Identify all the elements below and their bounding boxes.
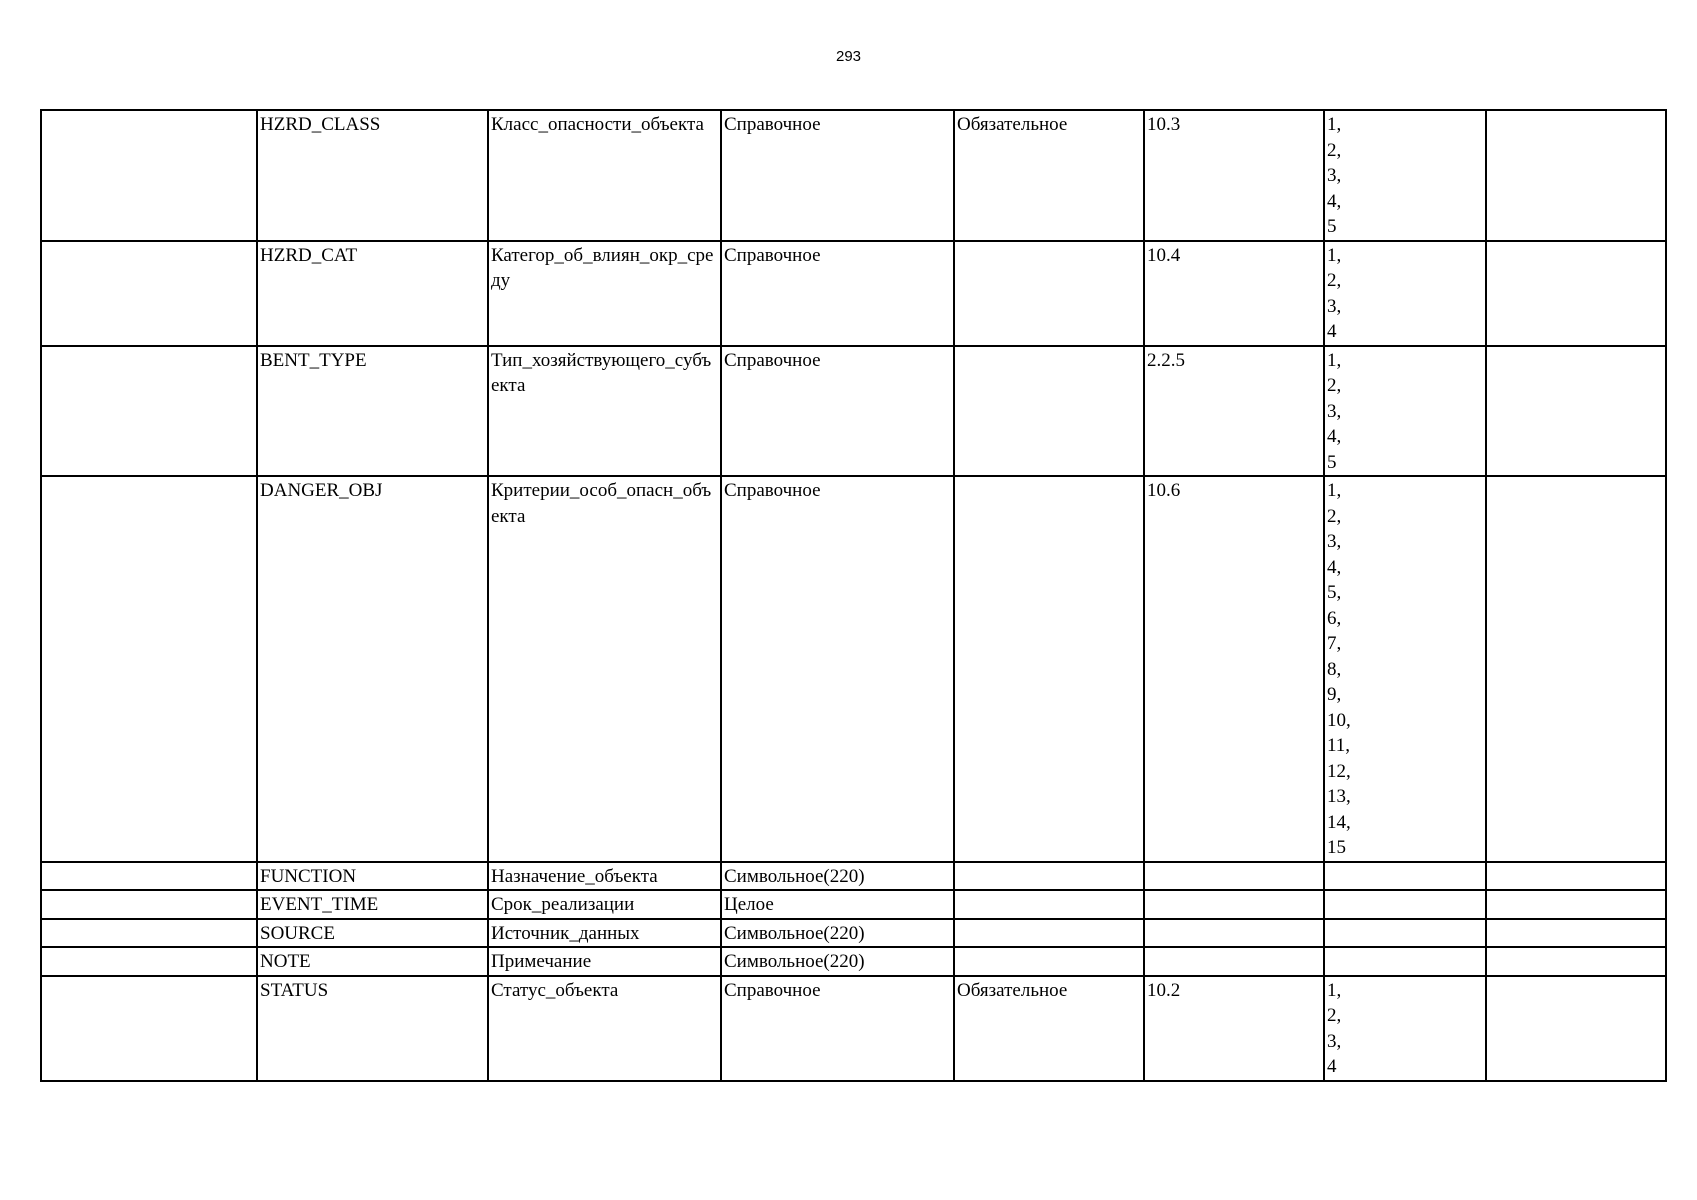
- table-row: [41, 947, 1666, 976]
- field-values-cell: [1324, 110, 1486, 241]
- value-item: 5,: [1327, 582, 1342, 603]
- value-item: 3,: [1327, 400, 1342, 422]
- empty-cell: [1486, 862, 1666, 891]
- value-item: 10,: [1327, 709, 1351, 731]
- field-required-cell: Обязательное: [954, 976, 1144, 1081]
- field-name-cell: Класс_опасности_объекта: [488, 110, 721, 241]
- field-required-cell: Обязательное: [954, 110, 1144, 241]
- field-required-cell: [954, 862, 1144, 891]
- value-item: 13,: [1327, 786, 1351, 807]
- page-number: 293: [835, 48, 862, 65]
- table-row: [41, 890, 1666, 919]
- empty-cell: [41, 919, 257, 948]
- value-item: 15: [1327, 837, 1346, 858]
- field-name-cell: Назначение_объекта: [488, 862, 721, 891]
- value-item: 2,: [1327, 1005, 1342, 1026]
- field-required-cell: [954, 241, 1144, 346]
- table-body: [41, 110, 1666, 1081]
- field-type-cell: Целое: [721, 890, 954, 919]
- table-row: [41, 976, 1666, 1081]
- value-item: 2,: [1327, 505, 1342, 527]
- field-values-cell: [1324, 947, 1486, 976]
- field-name-cell: Примечание: [488, 947, 721, 976]
- field-code-cell: DANGER_OBJ: [257, 476, 488, 862]
- field-ref-cell: [1144, 919, 1324, 948]
- field-values-cell: [1324, 862, 1486, 891]
- value-item: 12,: [1327, 760, 1351, 782]
- field-code-cell: SOURCE: [257, 919, 488, 948]
- field-values-cell: [1324, 890, 1486, 919]
- field-values-cell: [1324, 919, 1486, 948]
- value-item: 1,: [1327, 480, 1342, 501]
- field-required-cell: [954, 476, 1144, 862]
- field-name-cell: Срок_реализации: [488, 890, 721, 919]
- field-ref-cell: 10.2: [1144, 976, 1324, 1081]
- field-values-cell: [1324, 241, 1486, 346]
- value-item: 4,: [1327, 556, 1342, 578]
- field-ref-cell: 2.2.5: [1144, 346, 1324, 477]
- field-name-cell: Критерии_особ_опасн_объекта: [488, 476, 721, 862]
- field-ref-cell: 10.3: [1144, 110, 1324, 241]
- field-required-cell: [954, 947, 1144, 976]
- empty-cell: [1486, 346, 1666, 477]
- empty-cell: [1486, 890, 1666, 919]
- field-type-cell: Справочное: [721, 976, 954, 1081]
- field-code-cell: EVENT_TIME: [257, 890, 488, 919]
- field-type-cell: Справочное: [721, 346, 954, 477]
- value-item: 3,: [1327, 295, 1342, 317]
- value-item: 2,: [1327, 139, 1342, 161]
- field-type-cell: Символьное(220): [721, 947, 954, 976]
- empty-cell: [41, 110, 257, 241]
- value-item: 1,: [1327, 244, 1342, 266]
- value-item: 2,: [1327, 375, 1342, 396]
- value-item: 11,: [1327, 735, 1351, 756]
- empty-cell: [41, 476, 257, 862]
- value-item: 5: [1327, 451, 1337, 473]
- field-required-cell: [954, 890, 1144, 919]
- value-item: 1,: [1327, 349, 1342, 371]
- empty-cell: [1486, 476, 1666, 862]
- field-code-cell: HZRD_CAT: [257, 241, 488, 346]
- field-code-cell: FUNCTION: [257, 862, 488, 891]
- field-code-cell: BENT_TYPE: [257, 346, 488, 477]
- field-ref-cell: 10.6: [1144, 476, 1324, 862]
- field-code-cell: STATUS: [257, 976, 488, 1081]
- table-row: [41, 476, 1666, 862]
- value-item: 3,: [1327, 1030, 1342, 1052]
- attribute-table: [40, 109, 1667, 1082]
- field-type-cell: Справочное: [721, 241, 954, 346]
- empty-cell: [41, 346, 257, 477]
- field-ref-cell: [1144, 890, 1324, 919]
- field-name-cell: Статус_объекта: [488, 976, 721, 1081]
- value-item: 4,: [1327, 426, 1342, 447]
- table-row: [41, 919, 1666, 948]
- field-values-cell: [1324, 476, 1486, 862]
- table-row: [41, 110, 1666, 241]
- field-values-cell: [1324, 976, 1486, 1081]
- value-item: 4,: [1327, 190, 1342, 212]
- empty-cell: [41, 947, 257, 976]
- field-ref-cell: [1144, 947, 1324, 976]
- empty-cell: [1486, 947, 1666, 976]
- field-required-cell: [954, 346, 1144, 477]
- value-item: 6,: [1327, 607, 1342, 629]
- value-item: 4: [1327, 321, 1337, 342]
- value-item: 1,: [1327, 979, 1342, 1001]
- field-type-cell: Справочное: [721, 476, 954, 862]
- value-item: 9,: [1327, 684, 1342, 705]
- empty-cell: [41, 976, 257, 1081]
- field-type-cell: Справочное: [721, 110, 954, 241]
- field-code-cell: HZRD_CLASS: [257, 110, 488, 241]
- field-ref-cell: 10.4: [1144, 241, 1324, 346]
- field-ref-cell: [1144, 862, 1324, 891]
- table-row: [41, 346, 1666, 477]
- field-code-cell: NOTE: [257, 947, 488, 976]
- field-name-cell: Категор_об_влиян_окр_среду: [488, 241, 721, 346]
- field-name-cell: Источник_данных: [488, 919, 721, 948]
- value-item: 7,: [1327, 633, 1342, 654]
- value-item: 3,: [1327, 165, 1342, 186]
- table-row: [41, 241, 1666, 346]
- field-name-cell: Тип_хозяйствующего_субъекта: [488, 346, 721, 477]
- value-item: 3,: [1327, 531, 1342, 552]
- value-item: 4: [1327, 1056, 1337, 1077]
- empty-cell: [41, 862, 257, 891]
- field-values-cell: [1324, 346, 1486, 477]
- empty-cell: [41, 890, 257, 919]
- value-item: 8,: [1327, 658, 1342, 680]
- value-item: 1,: [1327, 114, 1342, 135]
- empty-cell: [1486, 919, 1666, 948]
- value-item: 5: [1327, 216, 1337, 237]
- value-item: 2,: [1327, 270, 1342, 291]
- empty-cell: [1486, 976, 1666, 1081]
- field-required-cell: [954, 919, 1144, 948]
- value-item: 14,: [1327, 811, 1351, 833]
- field-type-cell: Символьное(220): [721, 862, 954, 891]
- table-row: [41, 862, 1666, 891]
- field-type-cell: Символьное(220): [721, 919, 954, 948]
- empty-cell: [1486, 110, 1666, 241]
- empty-cell: [41, 241, 257, 346]
- empty-cell: [1486, 241, 1666, 346]
